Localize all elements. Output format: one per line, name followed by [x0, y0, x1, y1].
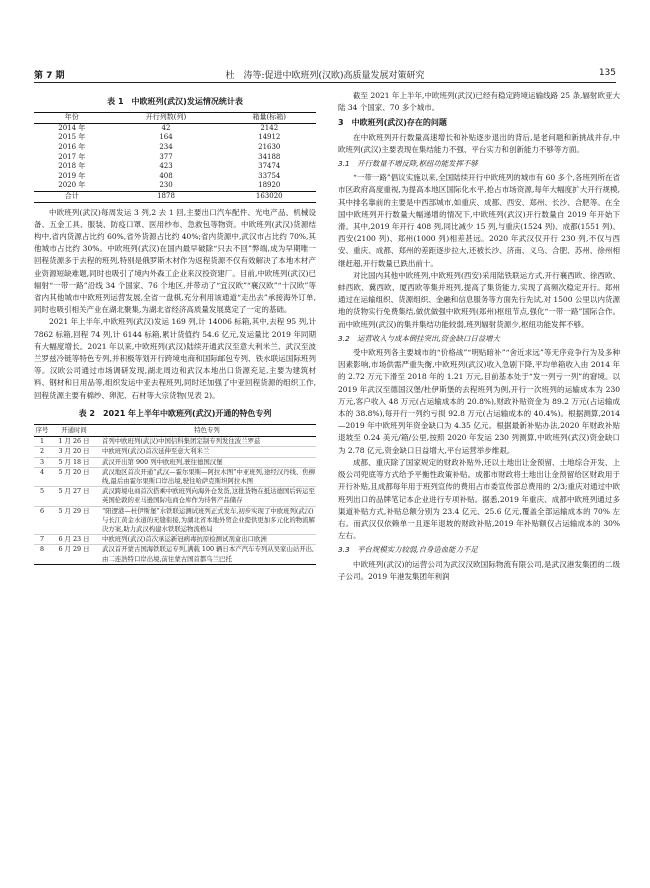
table-total-row	[34, 191, 316, 202]
table-cell: 4	[39, 467, 45, 476]
table2-title: 表 2 2021 年上半年中欧班列(武汉)开通的特色专列	[78, 408, 272, 418]
table-row	[34, 162, 316, 172]
table1-header: 年份	[64, 113, 79, 122]
issue-number: 第 7 期	[34, 71, 65, 81]
table-cell: 3	[39, 457, 45, 466]
table-cell: 2015 年	[58, 133, 86, 142]
table-cell: 18920	[258, 181, 281, 190]
table-cell: 武汉首开蒙古国海铁联运专列,满载 100 辆日本产汽车专列从吴家山站开出,由二连浩特口岸出境,前往蒙古国首都乌兰巴托	[102, 545, 315, 563]
body-paragraph: 受中欧班列各主要城市的“价格战”“明贴暗补”“舍近求远”等无序竞争行为及多种因素影响,市场供需严重失衡,中欧班列(武汉)收入急剧下降,平均单箱收入由 2014 年的 2.72 万元下滑至 2018 年的 1.21 万元,目前基本处于“发一列亏一列”的窘境。以 2019 年武汉至德国汉堡/杜伊斯堡的去程班列为例,开行一次班列的运输成本为 230 万元,客户收入 48 万元(占运输成本的 20.8%),财政补贴资金为 89.2 万元(占运输成本的 38.8%),每开行一列约亏损 92.8 万元(占运输成本的 40.4%)。根据测算,2014—2019 年中欧班列年资金缺口为 4.35 亿元。根据最新补贴办法,2020 年财政补贴退坡至 0.24 美元/箱/公里,按照 2020 年发运 230 列测算,中欧班列(武汉)资金缺口为 2.78 亿元,资金缺口日益增大,平台运营举步维艰。	[338, 348, 620, 455]
table-cell: 2	[39, 447, 45, 456]
table-cell: 5 月 18 日	[58, 457, 90, 466]
table-cell: 5 月 29 日	[58, 506, 90, 515]
table-row	[34, 181, 316, 191]
right-column	[338, 90, 620, 583]
table-cell: 武汉跨境电商首次搭乘中欧班列向海外仓发货,这批货物在抵达德国后转运至英国伦敦的亚马逊国际电商仓库作为待售产品储存	[102, 487, 315, 505]
page-number: 135	[598, 68, 616, 78]
table-cell: 武汉地区首次开通“武汉—霍尔果斯—阿拉木图”中亚班列,途经汉丹线、焦柳线,最后由霍尔果斯口岸出境,驶往哈萨克斯坦阿拉木图	[102, 467, 316, 486]
table-cell: 2017 年	[58, 152, 86, 161]
section-heading: 3 中欧班列(武汉)存在的问题	[338, 118, 447, 128]
table-row	[34, 172, 316, 182]
table-cell: 34188	[258, 152, 281, 161]
table-row	[34, 545, 316, 564]
subsection-heading: 3.1 开行数量不增反降,枢纽功能发挥不够	[338, 159, 478, 169]
table-row	[34, 153, 316, 163]
body-paragraph: 截至 2021 年上半年,中欧班列(武汉)已经有稳定跨境运输线路 25 条,辐射欧亚大陆 34 个国家、70 多个城市。	[338, 91, 620, 113]
table-cell: 1878	[157, 191, 175, 200]
table-row	[34, 437, 316, 447]
table-cell: 14912	[258, 133, 281, 142]
body-paragraph: 2021 年上半年,中欧班列(武汉)发运 169 列,计 14006 标箱,其中,去程 95 列,计 7862 标箱,回程 74 列,计 6144 标箱,累计货值约 54.6 亿元,发运量比 2019 年同期有大幅度增长。2021 年以来,中欧班列(武汉)陆续开通武汉至意大利米兰、武汉至波兰罗兹冷链等特色专列,并积极等划开行跨境电商和国际邮包专列、铁水联运国际班列等。汉欧公司通过市场调研发现,湖北周边和武汉本地出口货源充足,主要为建筑材料、钢材和日用品等,组织发运中亚去程班列,同时还加强了中亚回程货源的组织工作,回程货源主要有棉纱、卵泥、石材等大宗货物(见表 2)。	[34, 317, 316, 400]
table-cell: 5	[39, 487, 45, 496]
table-cell: 1	[39, 437, 45, 446]
table1	[34, 112, 316, 202]
table1-header: 开行列数(列)	[145, 113, 187, 122]
table-row	[34, 143, 316, 153]
table-cell: 33754	[258, 171, 281, 180]
table-cell: 2020 年	[58, 181, 86, 190]
subsection-heading: 3.2 运营收入与成本倒挂突出,资金缺口日益增大	[338, 333, 500, 343]
table-cell: 234	[159, 142, 173, 151]
table-row	[34, 447, 316, 457]
table-cell: 42	[161, 123, 171, 132]
table-cell: 37474	[258, 162, 281, 171]
table-cell: 3 月 20 日	[58, 447, 90, 456]
table-cell: 408	[159, 171, 173, 180]
body-paragraph: “一带一路”倡议实施以来,全国陆续开行中欧班列的城市有 60 多个,各班列所在省市区政府高度重视,为提高本地区国际化水平,抢占市场资源,每年大幅度扩大开行规模,其中排名靠前的主要是中西部城市,如重庆、成都、西安、郑州、长沙、合肥等。在全国中欧班列开行数量大幅递增的情况下,中欧班列(武汉)开行数量自 2019 年开始下滑。其中,2019 年开行 408 列,同比减少 15 列,与重庆(1524 列)、成都(1551 列)、西安(2100 列)、郑州(1000 列)相差甚远。2020 年武汉仅开行 230 列,不仅与西安、重庆、成都、郑州的差距逐步拉大,还被长沙、济南、义乌、合肥、苏州、徐州相继赶超,开行数量已跌出前十。	[338, 173, 620, 268]
table-cell: 6 月 29 日	[58, 545, 90, 554]
left-column	[34, 90, 316, 565]
table-cell: 首列中欧班列(武汉)中国信科集团定制专列发往波兰罗兹	[102, 437, 261, 446]
table2	[34, 424, 316, 565]
table-cell: 2142	[260, 123, 279, 132]
table-cell: 6	[39, 506, 45, 515]
table-cell: 2018 年	[58, 162, 86, 171]
table-cell: 合计	[64, 191, 79, 200]
table-cell: 5 月 27 日	[58, 487, 90, 496]
table-cell: 423	[159, 162, 173, 171]
table-row	[34, 133, 316, 143]
table-cell: 164	[159, 133, 173, 142]
table-cell: 1 月 26 日	[58, 437, 90, 446]
body-paragraph: 对比国内其他中欧班列,中欧班列(西安)采用陆铁联运方式,开行襄西欧、徐西欧、蚌西欧、冀西欧、厦西欧等集并班列,提高了集货能力,实现了高频次稳定开行。郑州通过在运输组织、货源组织、金融和信息服务等方面先行先试,对 1500 公里以内货源地的货物实行免费集结,做优做强中欧班列(郑州)枢纽节点,强化“一带一路”国际合作。而中欧班列(武汉)的集并集结功能较弱,班列辐射货源少,枢纽功能发挥不够。	[338, 270, 620, 329]
running-title: 杜 涛等:促进中欧班列(汉欧)高质量发展对策研究	[225, 71, 425, 81]
subsection-heading: 3.3 平台规模实力较弱,自身造血能力不足	[338, 545, 478, 555]
table-cell: “阳逻港—杜伊斯堡”水铁联运测试班列正式发车,初步实现了中欧班列(武汉)与长江黄金水道的无缝衔接,为湖北省本地外贸企业提供更加多元化的物流解决方案,助力武汉构建水铁联运物流格局	[102, 506, 315, 534]
table-cell: 2014 年	[58, 123, 86, 132]
table2-header: 特色专列	[194, 426, 220, 434]
table-cell: 中欧班列(武汉)首次延伸至意大利米兰	[102, 447, 210, 456]
body-paragraph: 成都、重庆除了国家规定的财政补贴外,还以土地出让金预留、土地综合开发、上级公司兜底等方式给予平衡性政策补贴。成都市财政将土地出让金预留给区财政用于开行补贴,且成都每年用于班列宣传的费用占市委宣传部总费用的 2/3;重庆对通过中欧班列出口的品牌笔记本企业进行专项补贴。据悉,2019 年重庆、成都中欧班列通过多渠道补贴方式,补贴总额分别为 23.4 亿元、25.6 亿元,覆盖全部运输成本的 70% 左右。而武汉仅依赖单一且逐年退坡的财政补贴,2019 年补贴额仅占运输成本的 30% 左右。	[338, 457, 620, 541]
table-row	[34, 457, 316, 467]
body-paragraph: 中欧班列(武汉)每周发运 3 列,2 去 1 回,主要出口汽车配件、光电产品、机械设备、五金工具、服装、防疫口罩、医用纱布、急救包等物资。中欧班列(武汉)货源结构中,省内货源占比约 60%,省外货源占比约 40%;省内货源中,武汉市占比约 70%,其他城市占比约 30%。中欧班列(武汉)在国内最早破除“只去不回”弊端,成为早期唯一回程货源多于去程的班列,特别是俄罗斯木材作为返程货源不仅有效解决了本地木材产业资源短缺难题,同时也吸引了境内外森工企业来汉投资建厂。目前,中欧班列(武汉)已辐射“一带一路”沿线 34 个国家、76 个地区,并带动了“宜汉欧”“襄汉欧”“十汉欧”等省内其他城市中欧班列运营发展,全省一盘棋,充分利用该通道“走出去”承接海外订单,同时也吸引相关产业在湖北聚集,为湖北省经济高质量发展奠定了一定的基础。	[34, 207, 316, 315]
page-header	[34, 66, 616, 83]
table-cell: 230	[159, 181, 173, 190]
table-cell: 5 月 20 日	[58, 467, 90, 476]
table1-title: 表 1 中欧班列(武汉)发运情况统计表	[107, 97, 243, 106]
table-row	[34, 467, 316, 486]
table-cell: 2019 年	[58, 171, 86, 180]
table2-header: 开通时间	[61, 426, 87, 434]
table-cell: 163020	[255, 191, 283, 200]
table1-header: 箱量(标箱)	[252, 113, 286, 122]
table-cell: 2016 年	[58, 142, 86, 151]
table-row	[34, 123, 316, 133]
table-cell: 21630	[258, 142, 281, 151]
table-cell: 6 月 23 日	[58, 535, 90, 544]
table-row	[34, 487, 316, 506]
table-row	[34, 506, 316, 535]
table-row	[34, 535, 316, 545]
table-cell: 武汉开出第 900 列中欧班列,驶往德国汉堡	[102, 457, 223, 466]
table2-header: 序号	[35, 426, 49, 434]
body-paragraph: 在中欧班列开行数量高速增长和补贴逐步退出的背后,是老问题和新挑战并存,中欧班列(武汉)主要表现在集结能力不强、平台实力和创新能力不够等方面。	[338, 132, 620, 154]
table-cell: 8	[39, 545, 45, 554]
table-cell: 377	[159, 152, 173, 161]
table-cell: 7	[39, 535, 45, 544]
table-cell: 中欧班列(武汉)首次承运新冠病毒抗原检测试剂盒出口欧洲	[102, 535, 267, 544]
body-paragraph: 中欧班列(武汉)的运营公司为武汉汉欧国际物流有限公司,是武汉港发集团的二级子公司。2019 年港发集团年利润	[338, 559, 620, 581]
